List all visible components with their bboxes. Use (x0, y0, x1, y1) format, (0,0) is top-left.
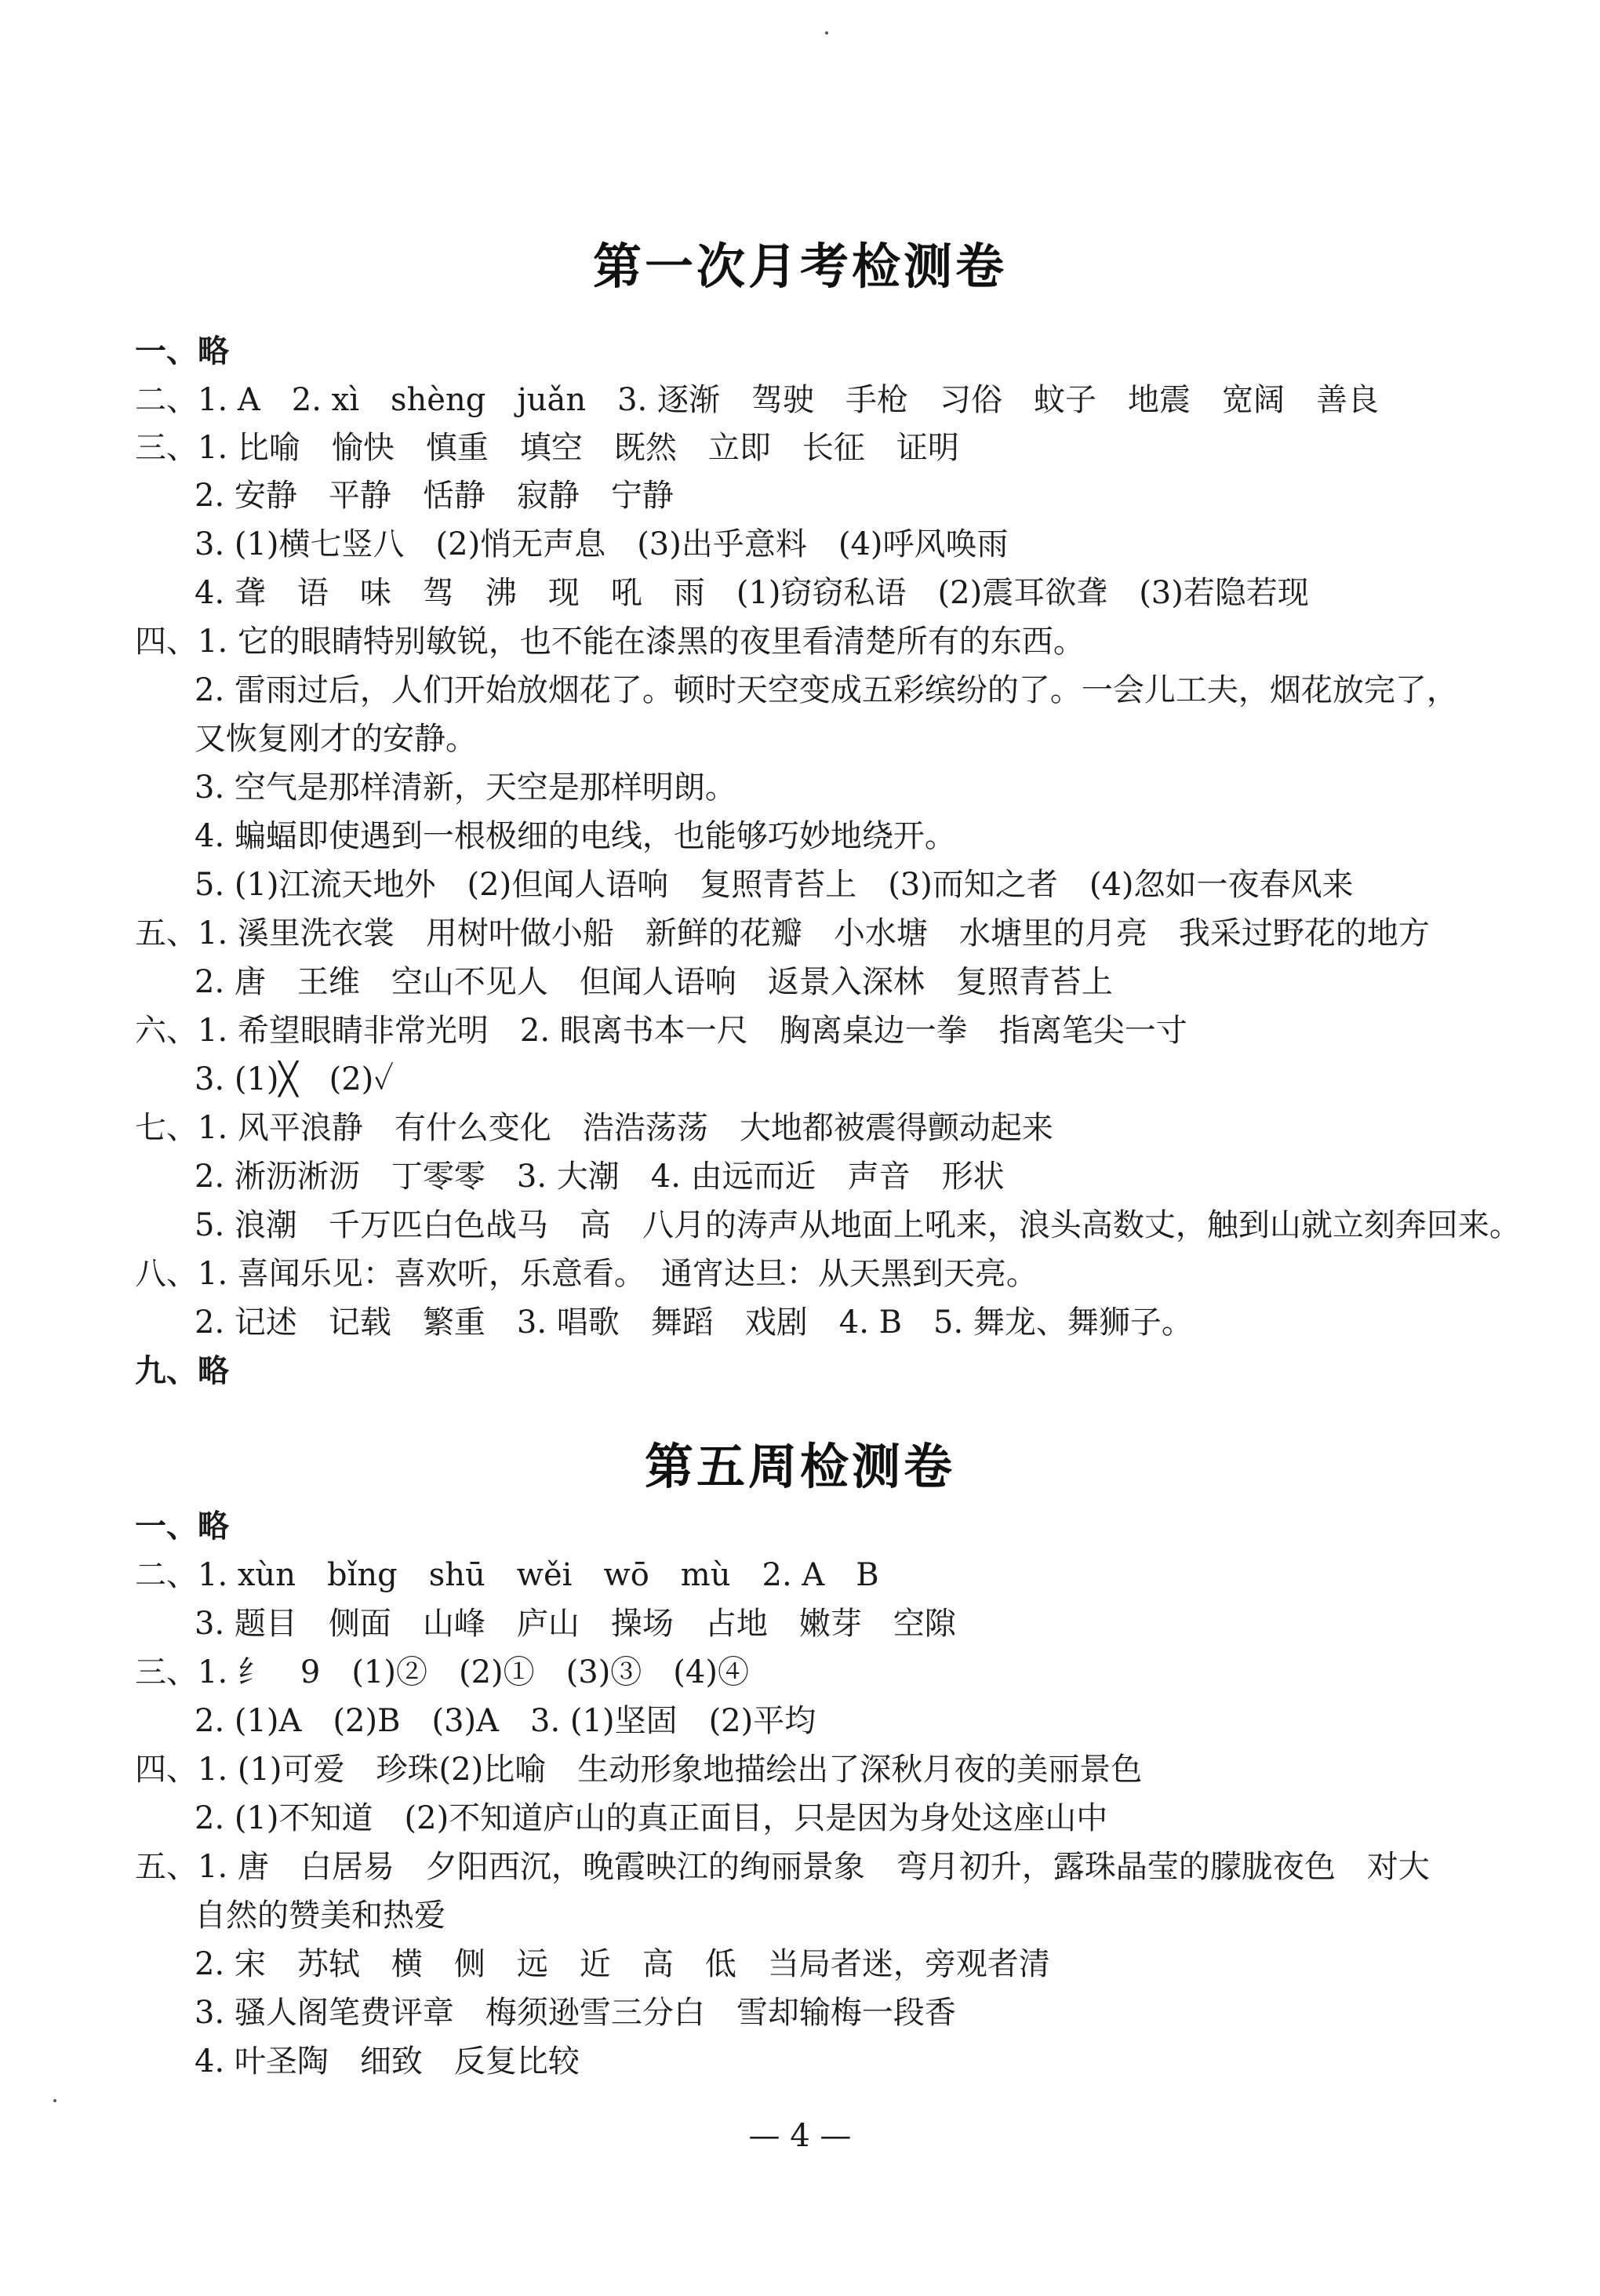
answer-line: 5. 浪潮 千万匹白色战马 高 八月的涛声从地面上吼来，浪头高数丈，触到山就立刻奔回来。 (195, 1207, 1521, 1243)
answer-line: 3. (1)╳ (2)✓ (195, 1061, 395, 1097)
answer-line: 3. (1)横七竖八 (2)悄无声息 (3)出乎意料 (4)呼风唤雨 (195, 526, 1009, 562)
answer-line: 自然的赞美和热爱 (195, 1898, 445, 1934)
answer-line: 又恢复刚才的安静。 (195, 721, 477, 757)
answer-line: 八、1. 喜闻乐见：喜欢听，乐意看。 通宵达旦：从天黑到天亮。 (135, 1256, 1038, 1292)
answer-line: 六、1. 希望眼睛非常光明 2. 眼离书本一尺 胸离桌边一拳 指离笔尖一寸 (135, 1013, 1187, 1049)
answer-line: 4. 聋 语 味 驾 沸 现 吼 雨 (1)窃窃私语 (2)震耳欲聋 (3)若隐若现 (195, 575, 1309, 611)
answer-line: 4. 叶圣陶 细致 反复比较 (195, 2043, 580, 2079)
answer-line: 四、1. (1)可爱 珍珠(2)比喻 生动形象地描绘出了深秋月夜的美丽景色 (135, 1752, 1143, 1788)
answer-line: 三、1. 纟 9 (1)② (2)① (3)③ (4)④ (135, 1654, 749, 1690)
answer-line: 二、1. A 2. xì shèng juǎn 3. 逐渐 驾驶 手枪 习俗 蚊子 地震 宽阔 善良 (135, 382, 1379, 418)
answer-line: 2. 记述 记载 繁重 3. 唱歌 舞蹈 戏剧 4. B 5. 舞龙、舞狮子。 (195, 1304, 1193, 1341)
answer-line: 一、略 (135, 1508, 229, 1545)
answer-line: 三、1. 比喻 愉快 慎重 填空 既然 立即 长征 证明 (135, 430, 959, 466)
answer-line: 2. (1)不知道 (2)不知道庐山的真正面目，只是因为身处这座山中 (195, 1800, 1108, 1836)
answer-line: 2. (1)A (2)B (3)A 3. (1)坚固 (2)平均 (195, 1703, 816, 1739)
answer-line: 九、略 (135, 1352, 229, 1389)
answer-line: 一、略 (135, 333, 229, 369)
answer-line: 二、1. xùn bǐng shū wěi wō mù 2. A B (135, 1557, 879, 1593)
answer-line: 2. 唐 王维 空山不见人 但闻人语响 返景入深林 复照青苔上 (195, 964, 1113, 1000)
answer-line: 五、1. 唐 白居易 夕阳西沉，晚霞映江的绚丽景象 弯月初升，露珠晶莹的朦胧夜色 对大 (135, 1849, 1430, 1885)
answer-line: 2. 雷雨过后，人们开始放烟花了。顿时天空变成五彩缤纷的了。一会儿工夫，烟花放完了， (195, 672, 1458, 708)
answer-line: 五、1. 溪里洗衣裳 用树叶做小船 新鲜的花瓣 小水塘 水塘里的月亮 我采过野花的地方 (135, 915, 1430, 952)
scan-speck (825, 31, 828, 35)
scan-speck (53, 2099, 56, 2102)
answer-line: 3. 题目 侧面 山峰 庐山 操场 占地 嫩芽 空隙 (195, 1606, 956, 1642)
answer-line: 七、1. 风平浪静 有什么变化 浩浩荡荡 大地都被震得颤动起来 (135, 1110, 1053, 1146)
answer-line: 5. (1)江流天地外 (2)但闻人语响 复照青苔上 (3)而知之者 (4)忽如一夜春风来 (195, 867, 1354, 903)
answer-line: 2. 安静 平静 恬静 寂静 宁静 (195, 478, 674, 514)
answer-line: 2. 淅沥淅沥 丁零零 3. 大潮 4. 由远而近 声音 形状 (195, 1159, 1005, 1195)
section-title: 第五周检测卷 (644, 1438, 955, 1495)
answer-line: 3. 骚人阁笔费评章 梅须逊雪三分白 雪却输梅一段香 (195, 1995, 956, 2031)
answer-line: 2. 宋 苏轼 横 侧 远 近 高 低 当局者迷，旁观者清 (195, 1946, 1050, 1982)
answer-line: 3. 空气是那样清新，天空是那样明朗。 (195, 770, 736, 806)
answer-line: 四、1. 它的眼睛特别敏锐，也不能在漆黑的夜里看清楚所有的东西。 (135, 624, 1085, 660)
section-title: 第一次月考检测卷 (592, 238, 1007, 295)
page-number: — 4 — (748, 2118, 852, 2154)
answer-line: 4. 蝙蝠即使遇到一根极细的电线，也能够巧妙地绕开。 (195, 818, 956, 854)
